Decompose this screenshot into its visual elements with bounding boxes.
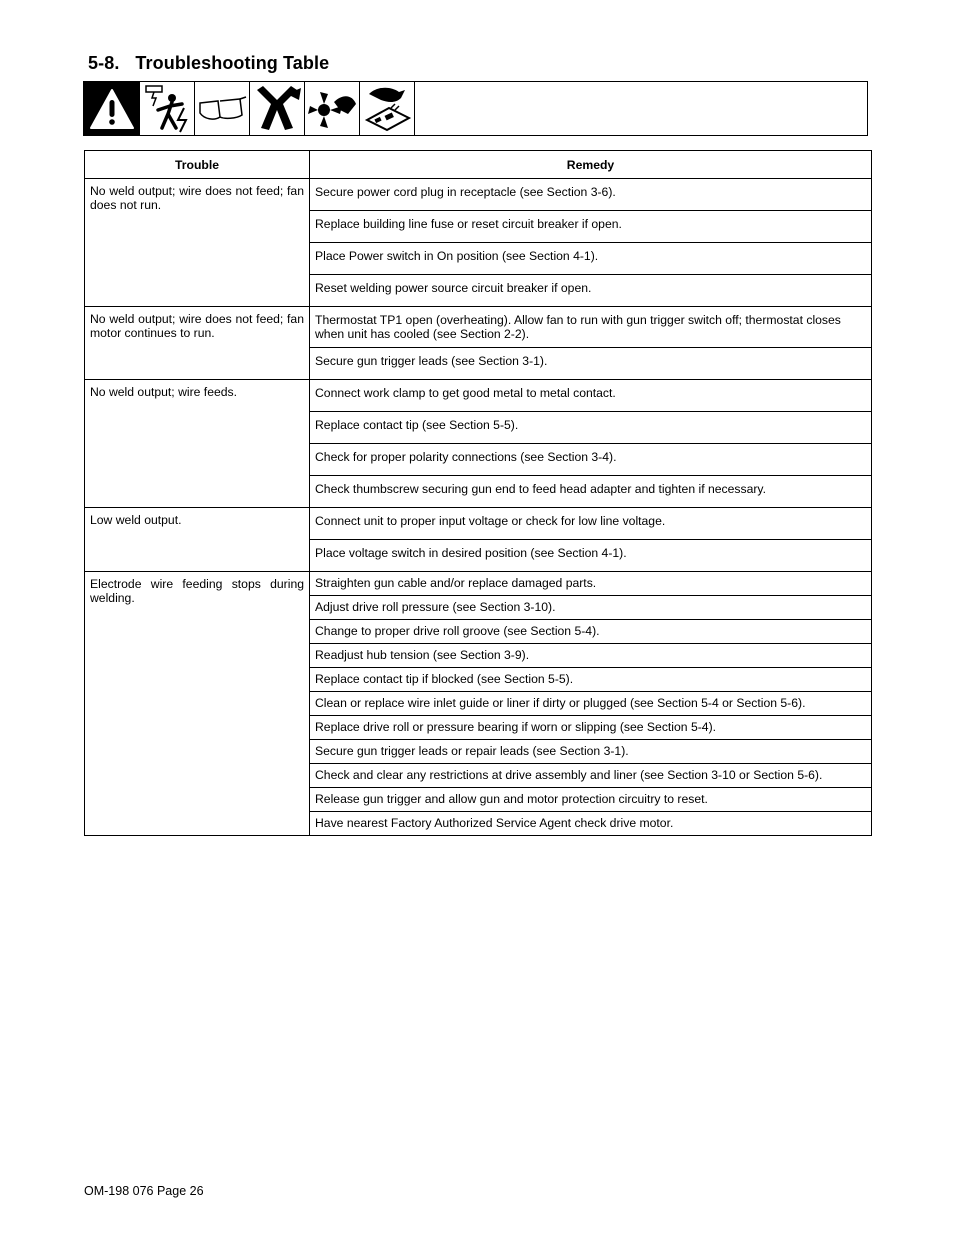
table-row xyxy=(85,572,872,596)
trouble-cell: No weld output; wire does not feed; fan does not run. xyxy=(85,179,310,307)
remedy-cell: Place voltage switch in desired position (see Section 4-1). xyxy=(310,540,872,572)
remedy-cell: Check for proper polarity connections (see Section 3-4). xyxy=(310,444,872,476)
remedy-cell: Replace building line fuse or reset circuit breaker if open. xyxy=(310,211,872,243)
remedy-cell: Thermostat TP1 open (overheating). Allow fan to run with gun trigger switch off; thermostat closes when unit has cooled (see Section 2-2). xyxy=(310,307,872,348)
remedy-cell: Straighten gun cable and/or replace damaged parts. xyxy=(310,572,872,596)
remedy-cell: Replace drive roll or pressure bearing if worn or slipping (see Section 5-4). xyxy=(310,716,872,740)
remedy-cell: Adjust drive roll pressure (see Section 3-10). xyxy=(310,596,872,620)
remedy-cell: Replace contact tip (see Section 5-5). xyxy=(310,412,872,444)
trouble-column-header: Trouble xyxy=(85,151,310,179)
hazard-icon-bar xyxy=(83,81,868,136)
table-row xyxy=(85,380,872,412)
table-row xyxy=(85,508,872,540)
circuit-board-static-icon xyxy=(360,82,415,135)
remedy-cell: Connect work clamp to get good metal to metal contact. xyxy=(310,380,872,412)
moving-parts-hands-icon xyxy=(250,82,305,135)
remedy-cell: Change to proper drive roll groove (see Section 5-4). xyxy=(310,620,872,644)
remedy-cell: Connect unit to proper input voltage or check for low line voltage. xyxy=(310,508,872,540)
remedy-cell: Secure power cord plug in receptacle (see Section 3-6). xyxy=(310,179,872,211)
remedy-column-header: Remedy xyxy=(310,151,872,179)
trouble-cell: Electrode wire feeding stops during welding. xyxy=(85,572,310,836)
fan-blade-hand-icon xyxy=(305,82,360,135)
remedy-cell: Check thumbscrew securing gun end to feed head adapter and tighten if necessary. xyxy=(310,476,872,508)
remedy-cell: Place Power switch in On position (see Section 4-1). xyxy=(310,243,872,275)
section-title-text: Troubleshooting Table xyxy=(135,53,330,73)
remedy-cell: Clean or replace wire inlet guide or liner if dirty or plugged (see Section 5-4 or Section 5-6). xyxy=(310,692,872,716)
warning-triangle-icon xyxy=(84,82,140,135)
remedy-cell: Have nearest Factory Authorized Service Agent check drive motor. xyxy=(310,812,872,836)
troubleshooting-table xyxy=(84,150,872,836)
remedy-cell: Secure gun trigger leads or repair leads (see Section 3-1). xyxy=(310,740,872,764)
trouble-cell: No weld output; wire feeds. xyxy=(85,380,310,508)
section-title xyxy=(88,53,329,74)
page-footer: OM-198 076 Page 26 xyxy=(84,1184,204,1198)
table-body xyxy=(85,179,872,836)
remedy-cell: Release gun trigger and allow gun and motor protection circuitry to reset. xyxy=(310,788,872,812)
remedy-cell: Replace contact tip if blocked (see Section 5-5). xyxy=(310,668,872,692)
remedy-cell: Check and clear any restrictions at drive assembly and liner (see Section 3-10 or Section 5-6). xyxy=(310,764,872,788)
table-row xyxy=(85,307,872,348)
remedy-cell: Secure gun trigger leads (see Section 3-1). xyxy=(310,348,872,380)
remedy-cell: Readjust hub tension (see Section 3-9). xyxy=(310,644,872,668)
trouble-cell: No weld output; wire does not feed; fan motor continues to run. xyxy=(85,307,310,380)
table-header-row xyxy=(85,151,872,179)
table-row xyxy=(85,179,872,211)
safety-glasses-icon xyxy=(195,82,250,135)
section-number: 5-8. xyxy=(88,53,120,73)
trouble-cell: Low weld output. xyxy=(85,508,310,572)
electric-shock-icon xyxy=(140,82,195,135)
remedy-cell: Reset welding power source circuit breaker if open. xyxy=(310,275,872,307)
